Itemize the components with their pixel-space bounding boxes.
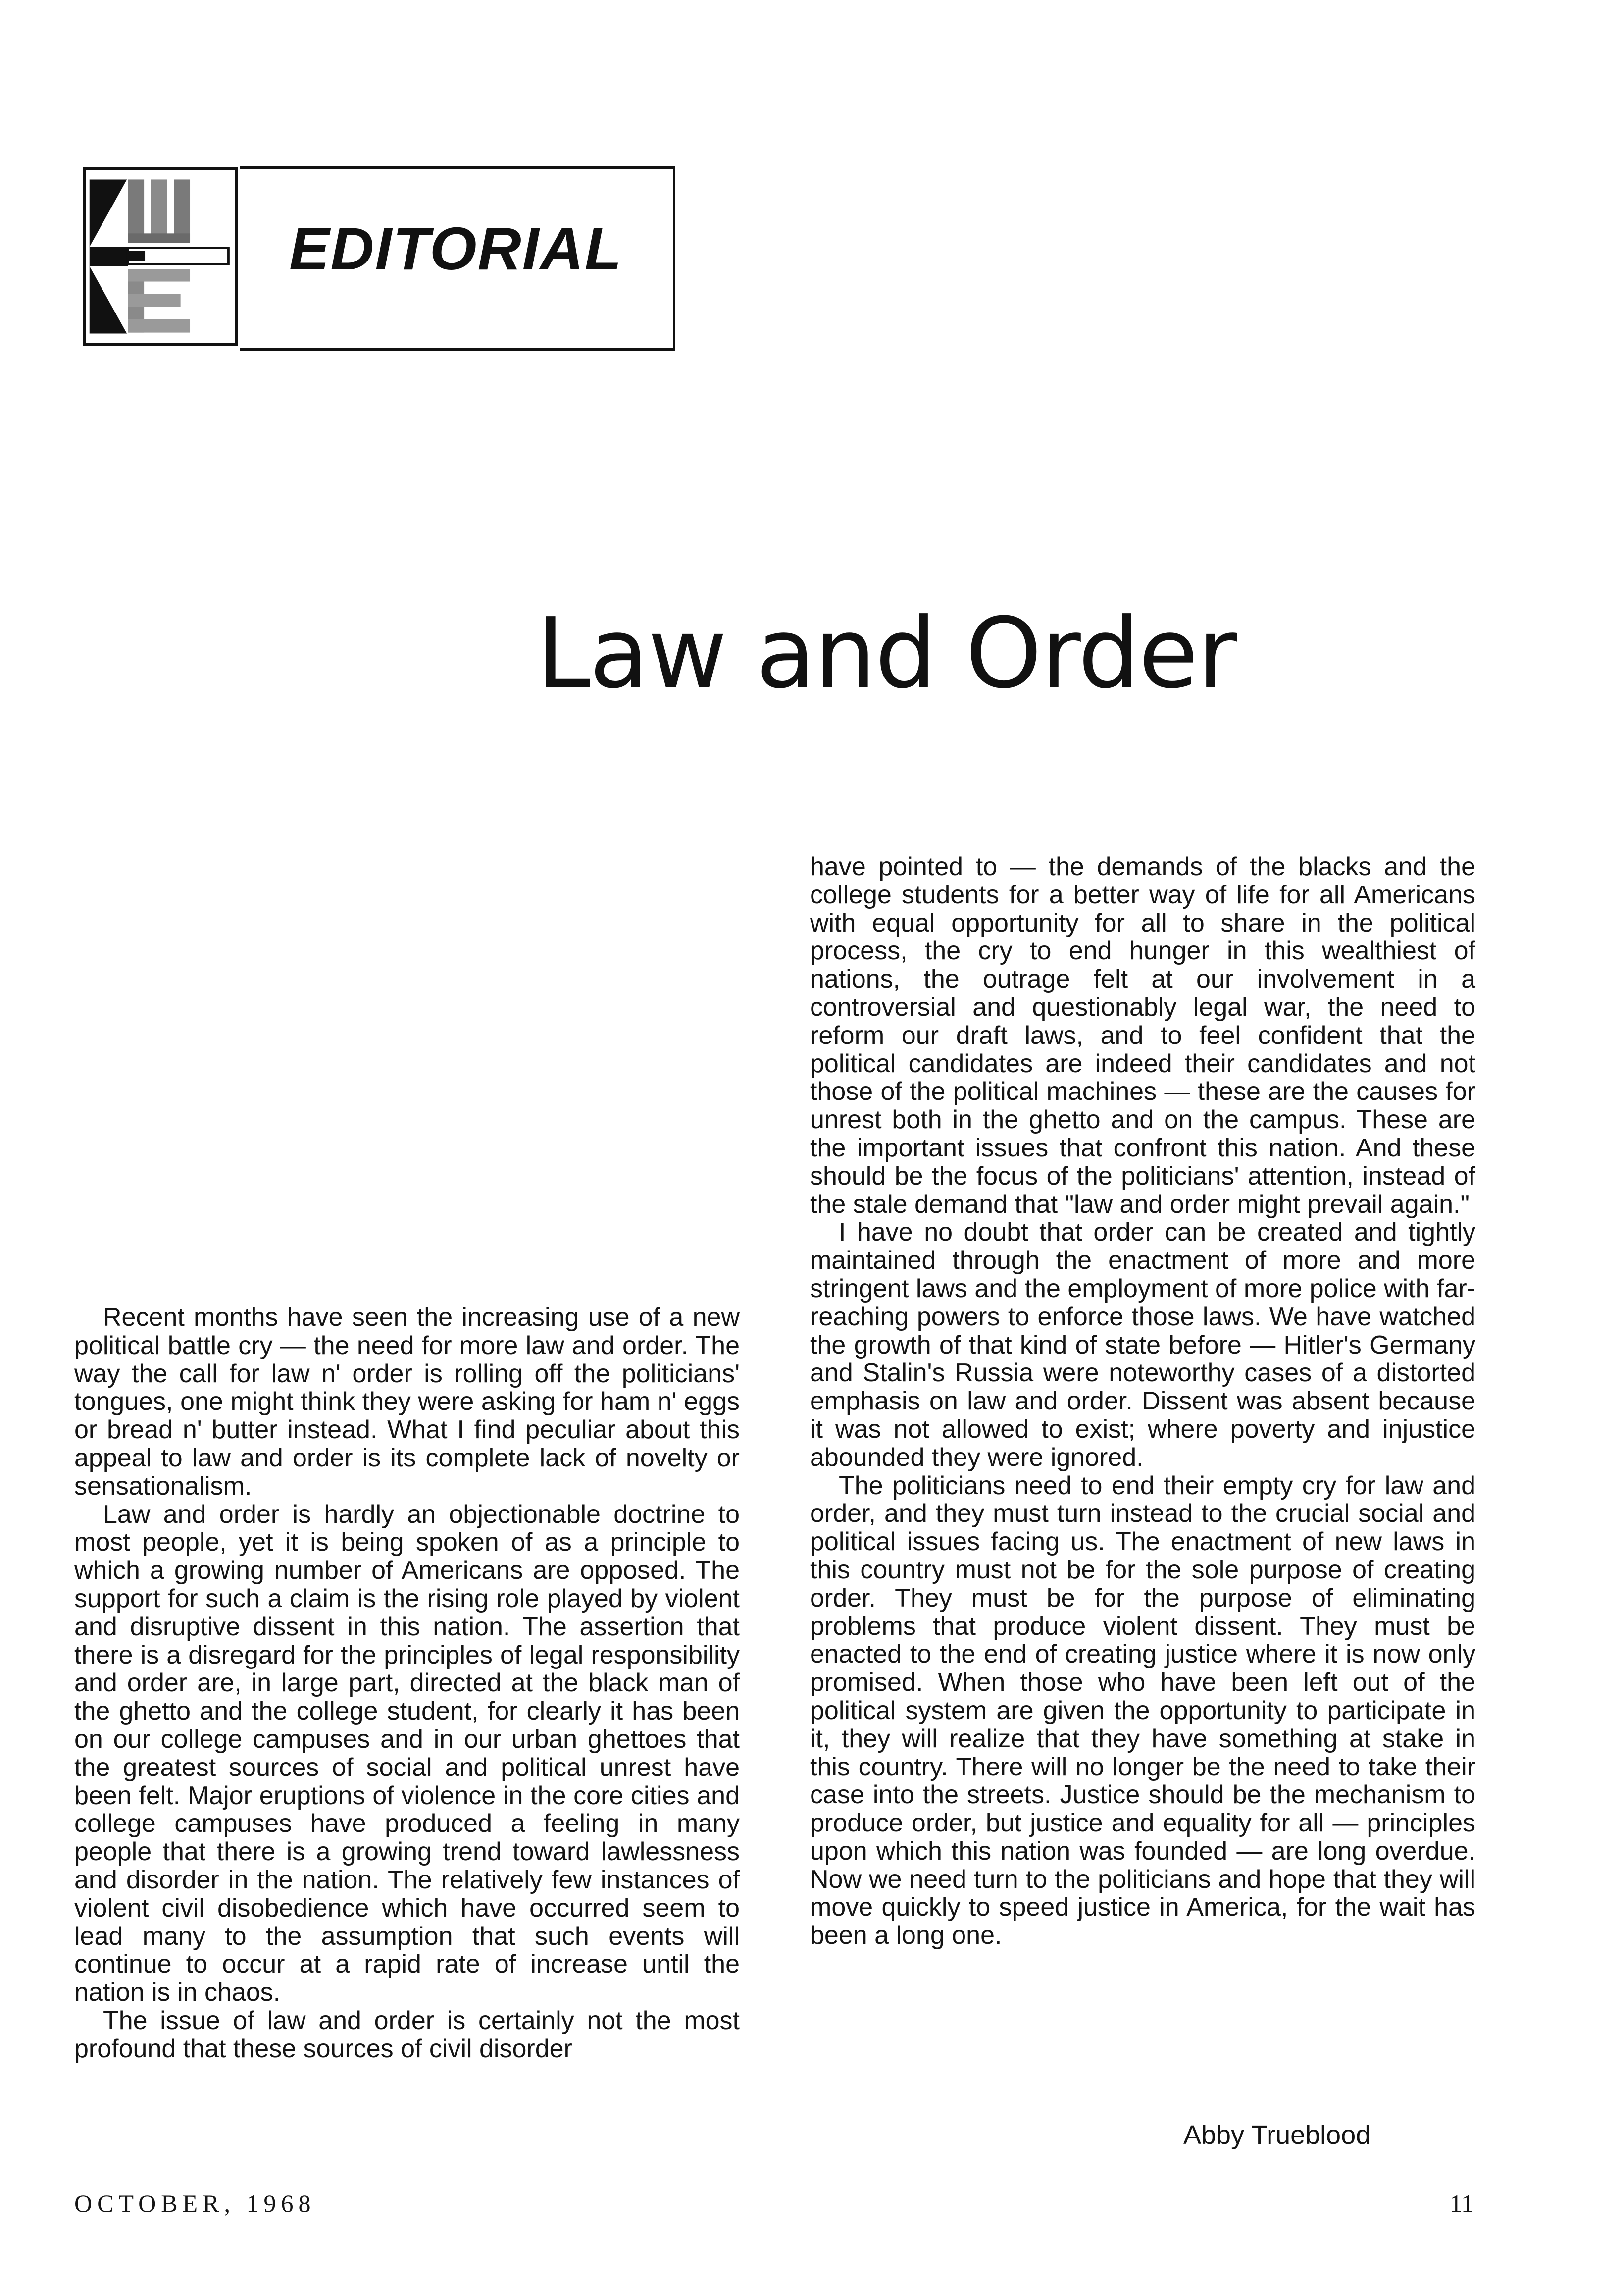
paragraph: I have no doubt that order can be created and tightly maintained through the enactment of more and more stringent laws and the employment of more police with far-reaching powers to enforce those laws. We have watched the growth of that kind of state before — Hitler's Germany and Stalin's Russia were noteworthy cases of a distorted emphasis on law and order. Dissent was absent because it was not allowed to exist; where poverty and injustice abounded they were ignored. xyxy=(810,1218,1475,1472)
section-label: EDITORIAL xyxy=(289,215,623,282)
author-signature: Abby Trueblood xyxy=(1183,2120,1371,2150)
paragraph: Recent months have seen the increasing use of a new political battle cry — the need for more law and order. The way the call for law n' order is rolling off the politicians' tongues, one might think they were asking for ham n' eggs or bread n' butter instead. What I find peculiar about this appeal to law and order is its complete lack of novelty or sensationalism. xyxy=(74,1303,740,1501)
page-number: 11 xyxy=(1450,2189,1474,2217)
article-title: Law and Order xyxy=(536,597,1236,710)
paragraph: Law and order is hardly an objectionable doctrine to most people, yet it is being spoken of as a principle to which a growing number of Americans are opposed. The support for such a claim is the rising role played by violent and disruptive dissent in this nation. The assertion that there is a disregard for the principles of legal responsibility and order are, in large part, directed at the black man of the ghetto and the college student, for clearly it has been on our college campuses and in our urban ghettoes that the greatest sources of social and political unrest have been felt. Major eruptions of violence in the core cities and college campuses have produced a feeling in many people that there is a growing trend toward lawlessness and disorder in the nation. The relatively few instances of violent civil disobedience which have occurred seem to lead many to the assumption that such events will continue to occur at a rapid rate of increase until the nation is in chaos. xyxy=(74,1500,740,2007)
paragraph: The politicians need to end their empty cry for law and order, and they must turn instead to the crucial social and political issues facing us. The enactment of new laws in this country must not be for the sole purpose of creating order. They must be for the purpose of eliminating problems that produce violent dissent. They must be enacted to the end of creating justice where it is now only promised. When those who have been left out of the political system are given the opportunity to participate in it, they will realize that they have something at stake in this country. There will no longer be the need to take their case into the streets. Justice should be the mechanism to produce order, but justice and equality for all — principles upon which this nation was founded — are long overdue. Now we need turn to the politicians and hope that they will move quickly to speed justice in America, for the wait has been a long one. xyxy=(810,1471,1475,1950)
left-column xyxy=(74,1303,740,2063)
right-column xyxy=(810,853,1475,1950)
section-header-box xyxy=(240,166,675,351)
issue-date: OCTOBER, 1968 xyxy=(74,2189,316,2217)
paragraph: The issue of law and order is certainly not the most profound that these sources of civil disorder xyxy=(74,2006,740,2063)
magazine-logo xyxy=(83,167,238,346)
we-magazine-logo-icon xyxy=(86,170,235,343)
paragraph: have pointed to — the demands of the blacks and the college students for a better way of life for all Americans with equal opportunity for all to share in the political process, the cry to end hunger in this wealthiest of nations, the outrage felt at our involvement in a controversial and questionably legal war, the need to reform our draft laws, and to feel confident that the political candidates are indeed their candidates and not those of the political machines — these are the causes for unrest both in the ghetto and on the campus. These are the important issues that confront this nation. And these should be the focus of the politicians' attention, instead of the stale demand that "law and order might prevail again." xyxy=(810,852,1475,1219)
